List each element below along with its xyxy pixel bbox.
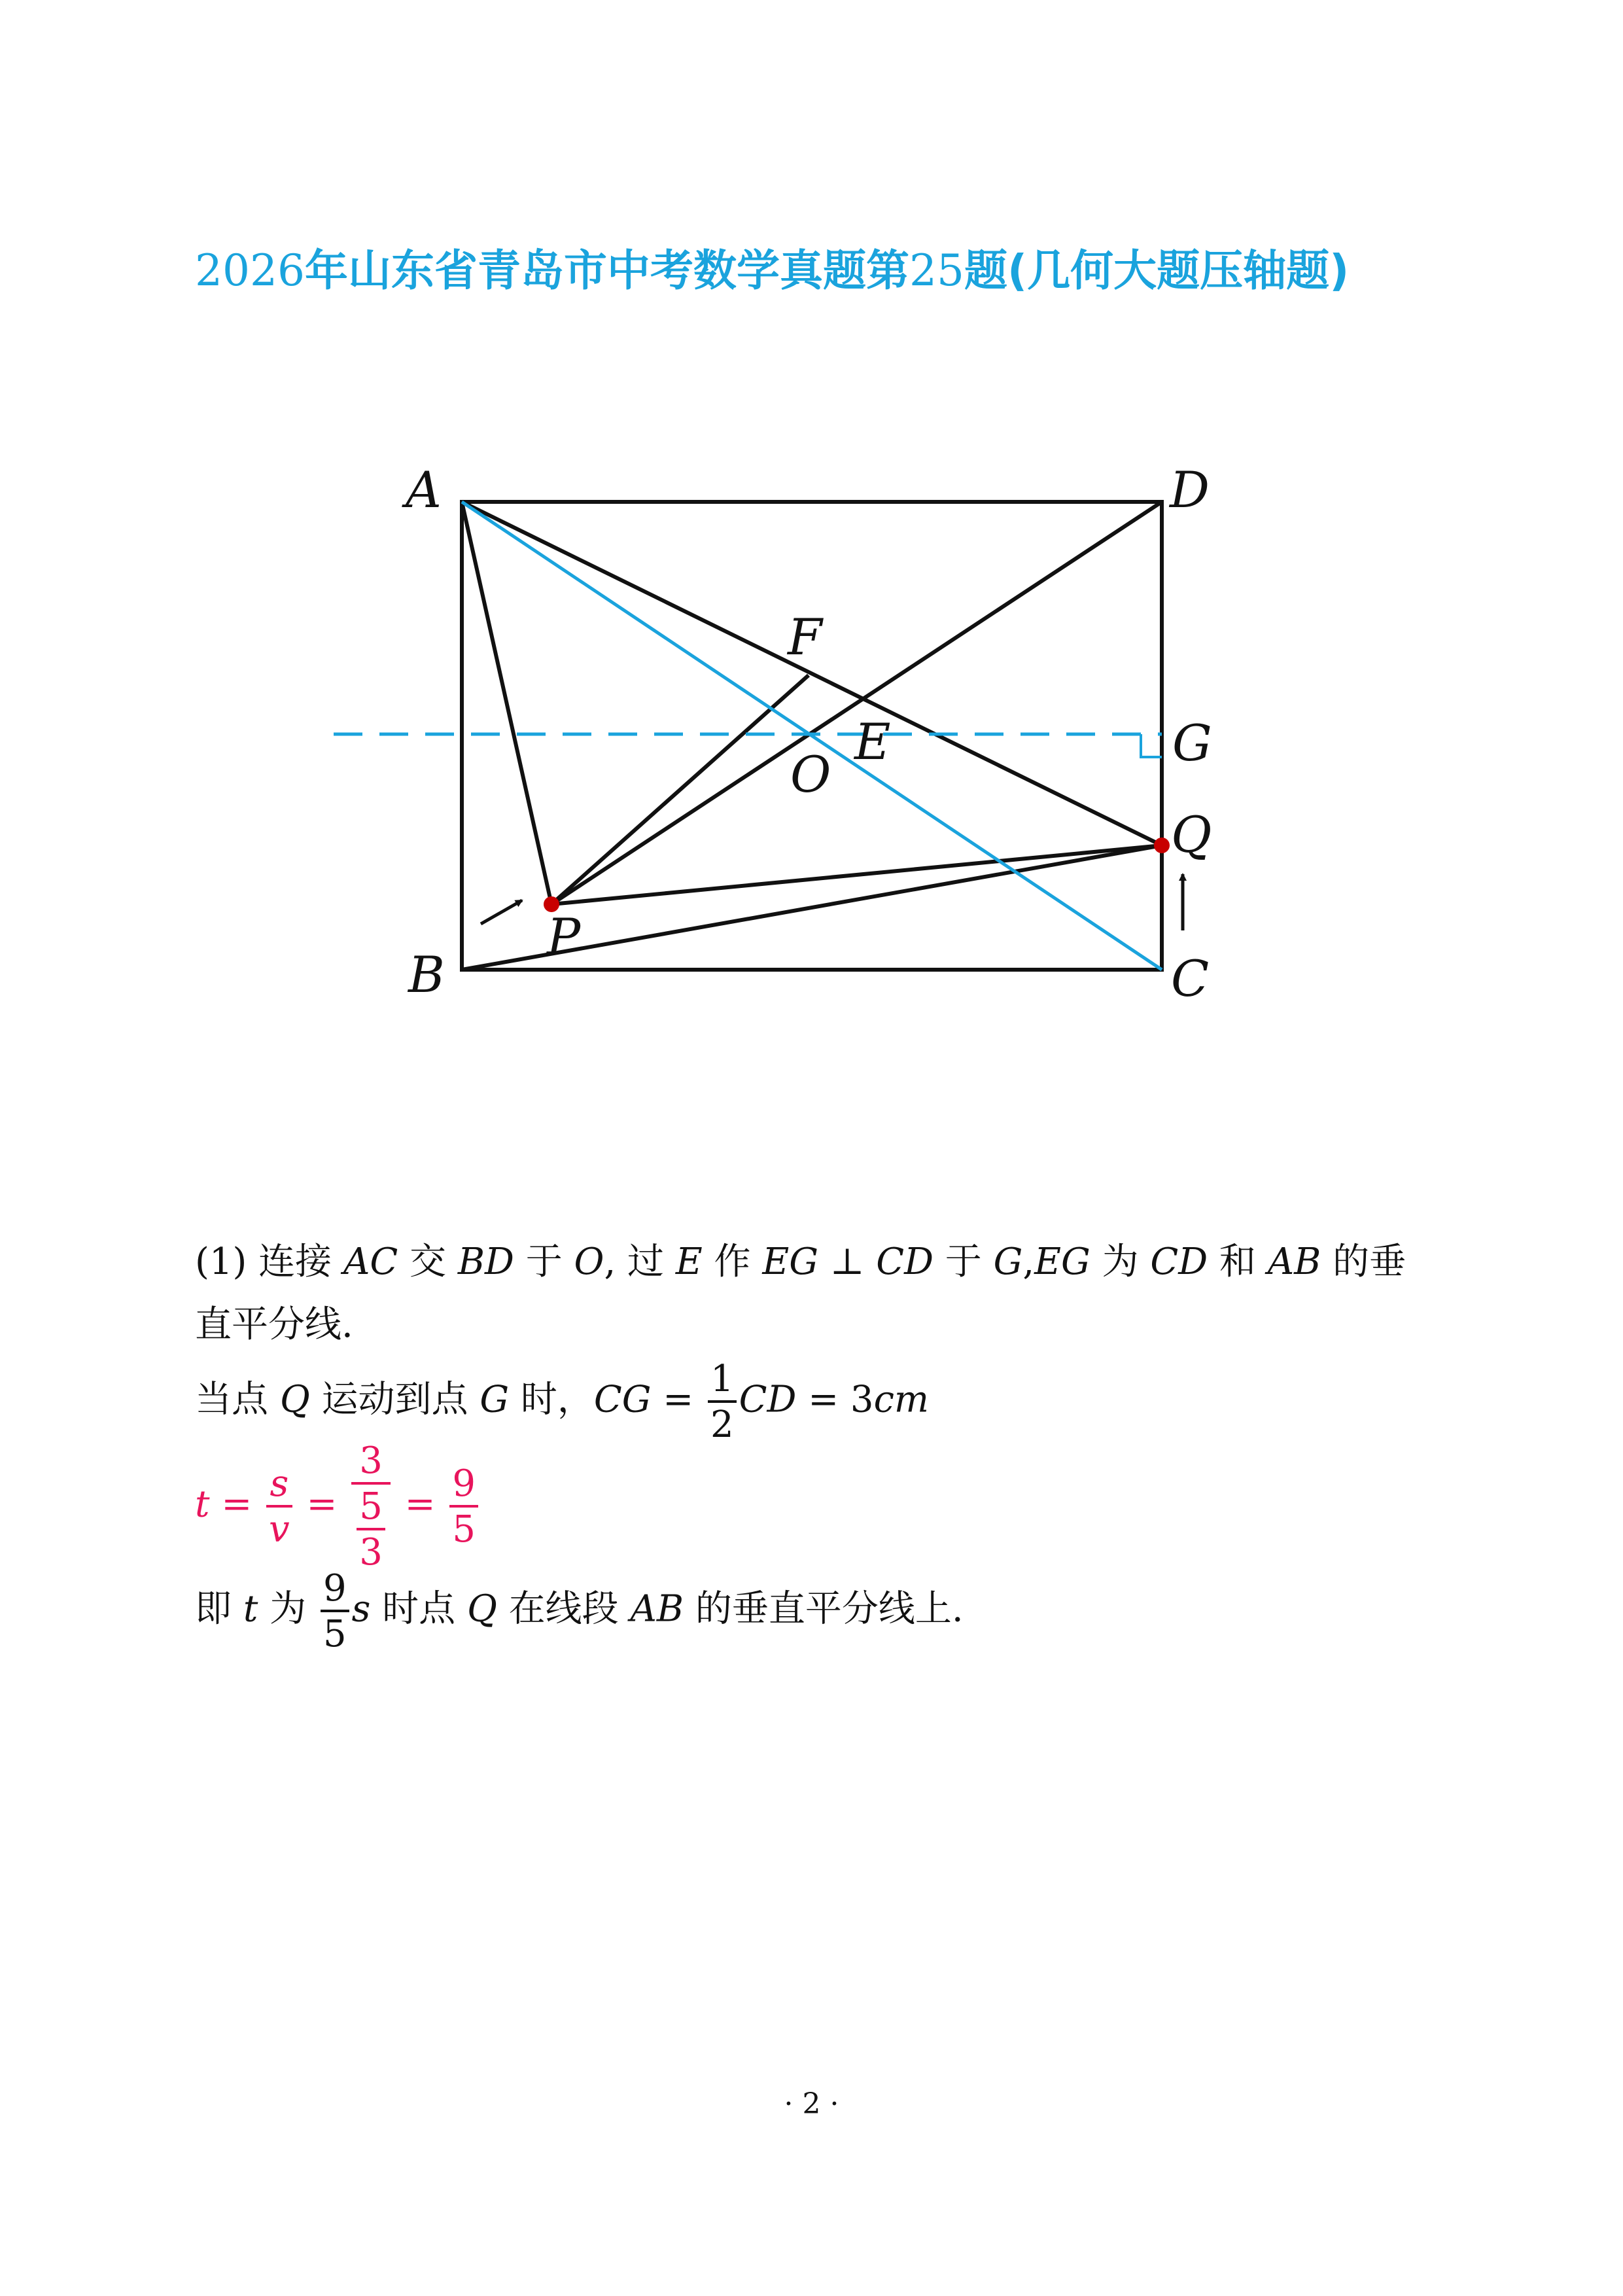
title-text-2: 题(几何大题压轴题) [964, 245, 1350, 296]
label-a: A [406, 461, 442, 519]
point-q-dot [1154, 838, 1170, 853]
title-problem-number: 25 [909, 245, 964, 296]
page-number: · 2 · [784, 2087, 839, 2121]
solution-line-4-formula: t = $\frac{s}{v}$ = $\frac{3}{\frac{5}{3}}$ = $\frac{9}{5}$ [195, 1443, 481, 1571]
fraction-9-over-5: $\frac{9}{5}$ [449, 1466, 478, 1548]
segment-ap [462, 502, 551, 904]
title-text-1: 年山东省青岛市中考数学真题第 [304, 245, 909, 296]
label-e: E [854, 713, 891, 771]
label-q: Q [1171, 805, 1212, 864]
segment-pq [551, 845, 1162, 904]
label-g: G [1172, 714, 1212, 772]
point-p-motion-arrow [481, 900, 522, 924]
fraction-5-thirds: $\frac{5}{3}$ [357, 1489, 385, 1571]
label-d: D [1170, 461, 1210, 519]
label-o: O [790, 745, 831, 804]
fraction-3-over-5-thirds: $\frac{3}{\frac{5}{3}}$ [351, 1443, 391, 1571]
right-angle-mark [1141, 734, 1162, 757]
fraction-s-over-v: $\frac{s}{v}$ [266, 1466, 292, 1548]
solution-line-2: 直平分线. [195, 1303, 353, 1346]
solution-line-3: 当点 Q 运动到点 G 时，CG = $\frac{1}{2}$ CD = 3cm [195, 1358, 930, 1446]
title-year: 2026 [195, 245, 305, 296]
label-f: F [788, 608, 822, 666]
solution-line-5: 即 t 为 $\frac{9}{5}$ s 时点 Q 在线段 AB 的垂直平分线上. [195, 1567, 964, 1655]
segment-pd [551, 502, 1162, 904]
label-c: C [1171, 949, 1210, 1008]
solution-line-1: (1) 连接 AC 交 BD 于 O, 过 E 作 EG ⊥ CD 于 G,EG 为 CD 和 AB 的垂 [195, 1241, 1406, 1283]
label-p: P [547, 908, 581, 966]
label-b: B [408, 945, 445, 1004]
fraction-one-half: $\frac{1}{2}$ [708, 1361, 737, 1443]
fraction-9-over-5-time: $\frac{9}{5}$ [321, 1570, 349, 1653]
